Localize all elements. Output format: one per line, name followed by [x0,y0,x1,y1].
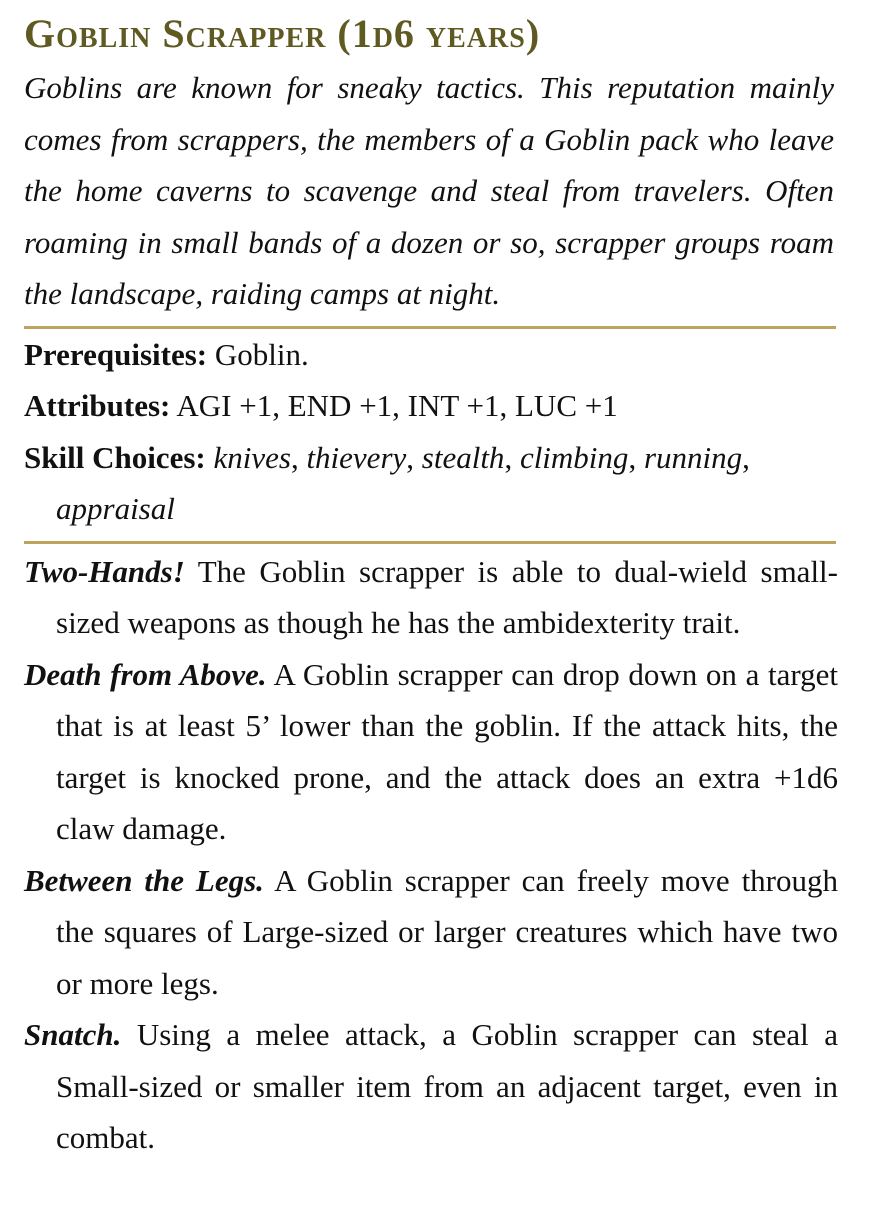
skill-item: climbing [519,439,629,475]
feature-name: Two-Hands! [24,553,185,589]
feature-name: Snatch. [24,1017,122,1052]
skill-item: thievery [306,439,407,475]
features-list [24,544,838,1164]
feature-text: A Goblin scrapper can freely move through the squares of Large-sized or larger creatures which have two or more legs. [56,862,839,1001]
attributes-value: AGI +1, END +1, INT +1, LUC +1 [170,388,618,423]
skill-separator: , [406,439,422,475]
section-title: Goblin Scrapper (1d6 years) [24,11,541,56]
attributes-label: Attributes: [24,388,171,423]
feature-entry [24,546,838,649]
skill-separator: , [628,439,644,475]
feature-name: Death from Above. [24,656,267,692]
prerequisites-label: Prerequisites: [24,336,208,372]
feature-text: The Goblin scrapper is able to dual-wield small-sized weapons as though he has the ambidexterity trait. [56,553,838,640]
skill-item: knives [213,439,291,475]
skill-separator: , [504,439,520,475]
feature-text: A Goblin scrapper can drop down on a target that is at least 5’ lower than the goblin. If the attack hits, the target is knocked prone, and the attack does an extra +1d6 claw damage. [56,656,838,846]
feature-entry [24,855,838,1010]
skill-choices-label: Skill Choices: [24,439,206,475]
feature-entry [24,1009,838,1164]
feature-name: Between the Legs. [24,862,264,898]
flavor-text: Goblins are known for sneaky tactics. This reputation mainly comes from scrappers, the members of a Goblin pack who leave the home caverns to scavenge and steal from travelers. Often roaming in small bands of a dozen or so, scrapper groups roam the landscape, raiding camps at night. [24,70,834,311]
prerequisites-value: Goblin. [207,336,309,372]
feature-entry [24,649,838,855]
feature-text: Using a melee attack, a Goblin scrapper can steal a Small-sized or smaller item from an adjacent target, even in combat. [56,1017,838,1155]
skill-item: running [643,439,743,475]
attributes-line [24,380,838,432]
prerequisites-line [24,329,838,381]
skill-separator: , [290,439,307,475]
skill-choices-line [24,432,838,535]
skill-item: appraisal [56,491,175,526]
skill-item: stealth [421,439,505,475]
skill-separator: , [742,439,750,475]
requirements-block [24,329,838,535]
